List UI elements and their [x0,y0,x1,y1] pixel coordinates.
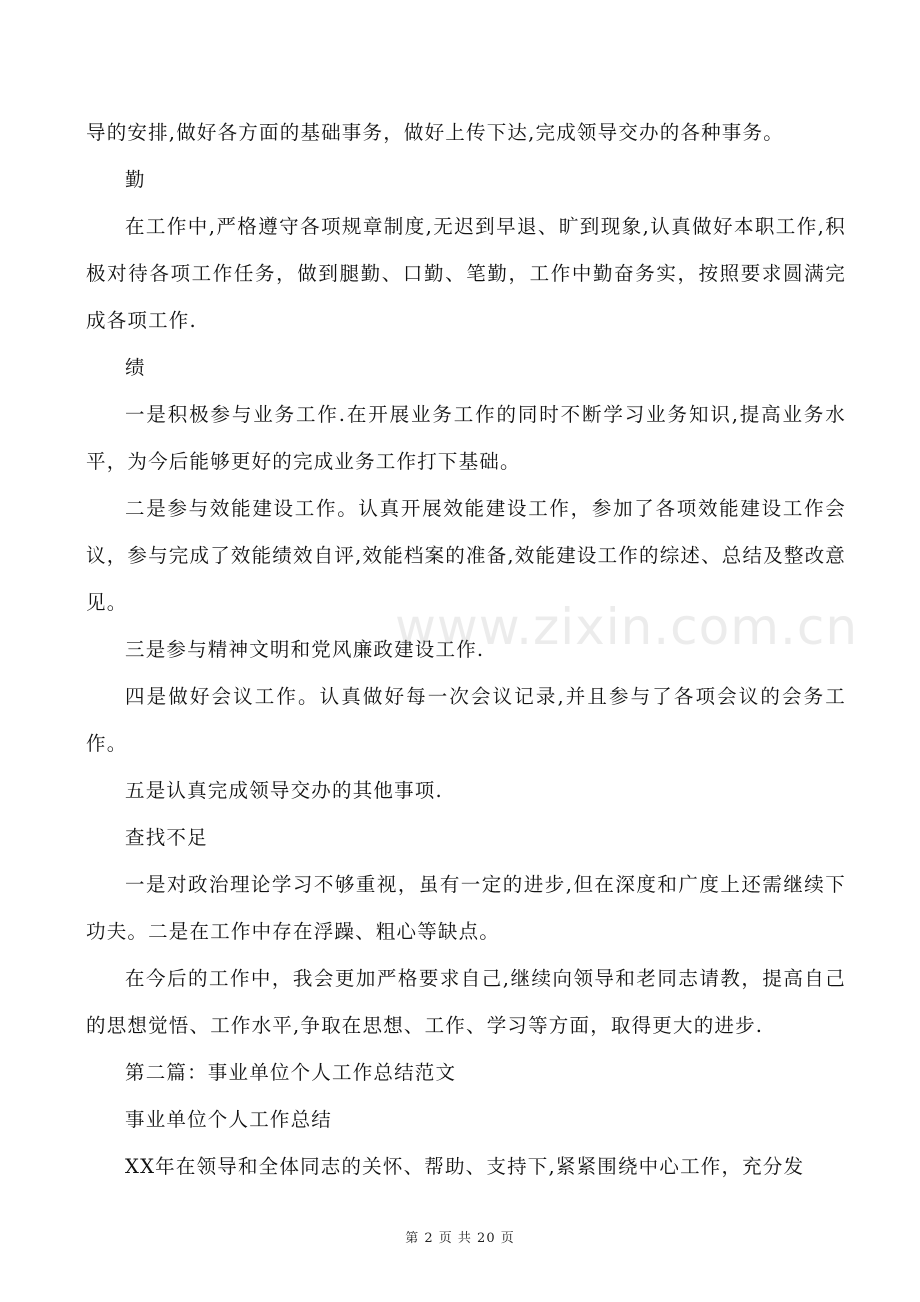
paragraph: 一是对政治理论学习不够重视，虽有一定的进步,但在深度和广度上还需继续下功夫。二是在工作中存在浮躁、粗心等缺点。 [86,873,846,943]
paragraph: 二是参与效能建设工作。认真开展效能建设工作，参加了各项效能建设工作会议，参与完成了效能绩效自评,效能档案的准备,效能建设工作的综述、总结及整改意见。 [86,497,846,614]
paragraph-continuation: 导的安排,做好各方面的基础事务，做好上传下达,完成领导交办的各种事务。 [86,121,784,144]
paragraph: 一是积极参与业务工作.在开展业务工作的同时不断学习业务知识,提高业务水平，为今后能够更好的完成业务工作打下基础。 [86,403,846,473]
paragraph: 五是认真完成领导交办的其他事项. [125,779,443,802]
document-body [86,109,846,1190]
page-footer: 第 2 页 共 20 页 [405,1231,515,1246]
paragraph: XX年在领导和全体同志的关怀、帮助、支持下,紧紧围绕中心工作，充分发 [125,1155,805,1178]
section-heading-shortcomings: 查找不足 [125,826,208,849]
section-heading-achievements: 绩 [125,356,146,379]
subtitle: 事业单位个人工作总结 [125,1108,333,1131]
paragraph: 三是参与精神文明和党风廉政建设工作. [125,638,485,661]
chapter-title: 第二篇：事业单位个人工作总结范文 [125,1061,457,1084]
section-heading-diligence: 勤 [125,168,146,191]
paragraph: 四是做好会议工作。认真做好每一次会议记录,并且参与了各项会议的会务工作。 [86,685,846,755]
paragraph: 在今后的工作中，我会更加严格要求自己,继续向领导和老同志请教，提高自己的思想觉悟、工作水平,争取在思想、工作、学习等方面，取得更大的进步. [86,967,846,1037]
watermark: www.zixin.com.cn [395,598,859,656]
paragraph: 在工作中,严格遵守各项规章制度,无迟到早退、旷到现象,认真做好本职工作,积极对待各项工作任务，做到腿勤、口勤、笔勤，工作中勤奋务实，按照要求圆满完成各项工作. [86,215,846,332]
